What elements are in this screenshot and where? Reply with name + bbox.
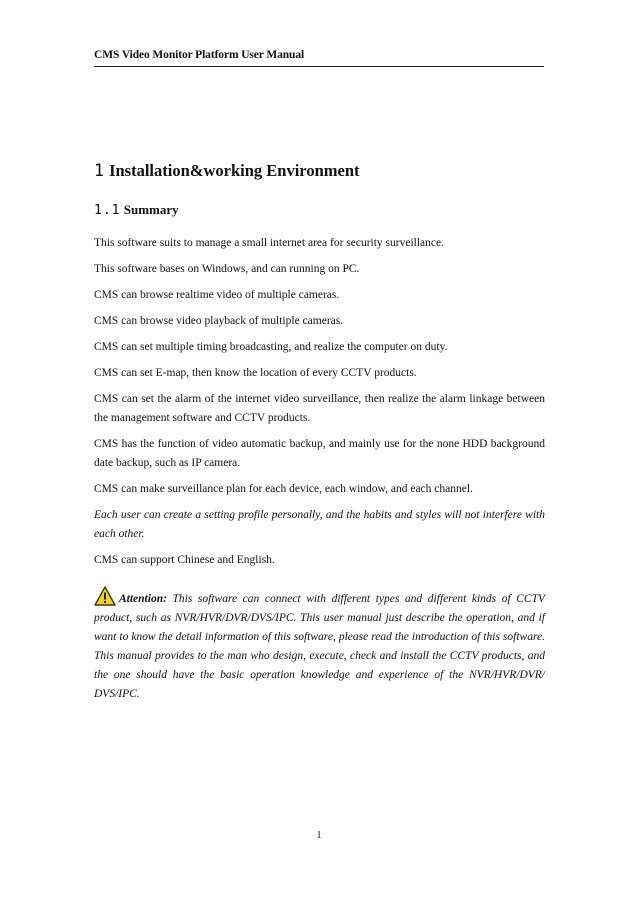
attention-note [94,586,545,704]
chapter-number: 1 [94,161,105,180]
section-number: 1.1 [94,203,121,218]
page-number: 1 [316,830,322,841]
running-header: CMS Video Monitor Platform User Manual [94,49,305,61]
paragraph: CMS has the function of video automatic backup, and mainly use for the none HDD background date backup, such as IP camera. [94,438,545,469]
paragraph: CMS can make surveillance plan for each device, each window, and each channel. [94,483,473,495]
warning-icon [94,586,116,606]
body-text [94,234,545,704]
section-title-text: Summary [123,202,179,217]
paragraph: Each user can create a setting profile personally, and the habits and styles will not interfere with each other. [94,509,545,540]
attention-text: This software can connect with different types and different kinds of CCTV product, such as NVR/HVR/DVR/DVS/IPC. This user manual just describe the operation, and if want to know the detail information of this software, please read the introduction of this software. This manual provides to the man who design, execute, check and install the CCTV products, and the one should have the basic operation knowledge and experience of the NVR/HVR/DVR/ DVS/IPC. [94,593,545,700]
chapter-heading [94,161,360,181]
paragraph: CMS can set E-map, then know the location of every CCTV products. [94,367,417,379]
attention-label: Attention: [119,593,167,605]
section-heading [94,202,179,218]
paragraph: This software suits to manage a small internet area for security surveillance. [94,237,444,249]
paragraph: CMS can support Chinese and English. [94,554,275,566]
chapter-title-text: Installation&working Environment [109,161,360,180]
paragraph: CMS can browse realtime video of multiple cameras. [94,289,340,301]
paragraph: CMS can set multiple timing broadcasting, and realize the computer on duty. [94,341,448,353]
paragraph: CMS can browse video playback of multiple cameras. [94,315,344,327]
header-rule [94,66,544,67]
paragraph: CMS can set the alarm of the internet video surveillance, then realize the alarm linkage between the management software and CCTV products. [94,393,545,424]
paragraph: This software bases on Windows, and can running on PC. [94,263,360,275]
